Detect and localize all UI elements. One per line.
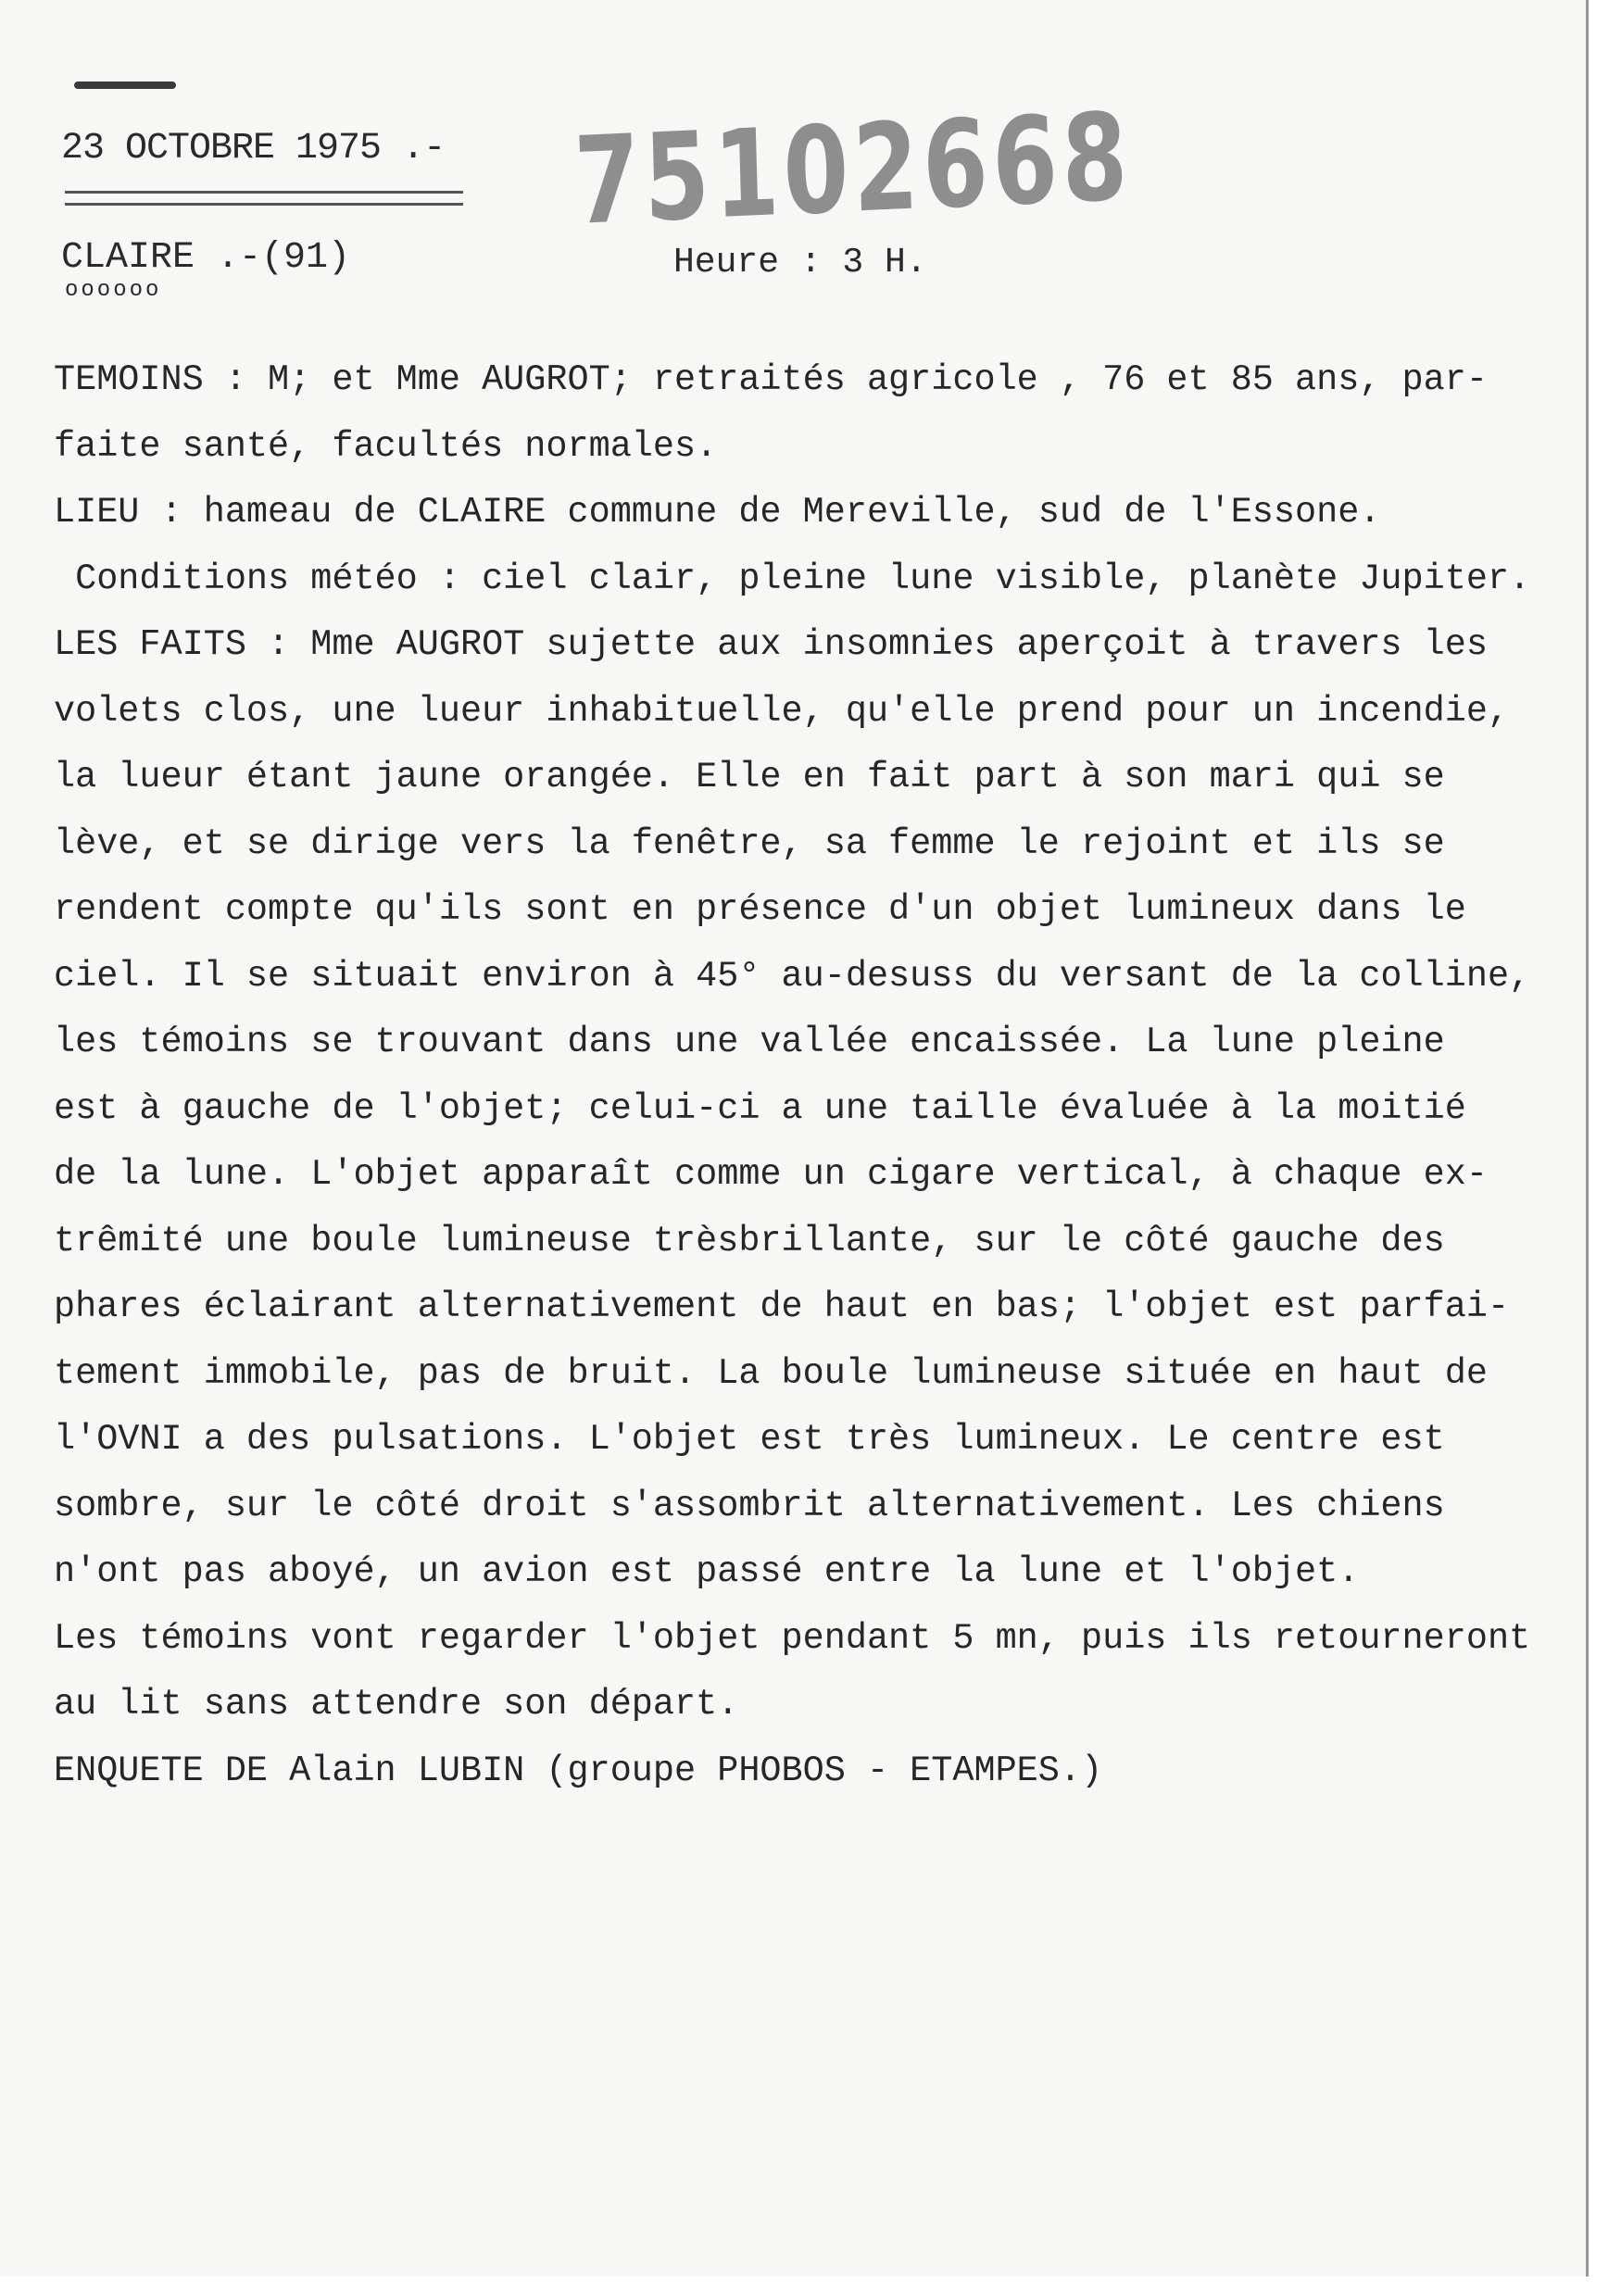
body-line: lève, et se dirige vers la fenêtre, sa femme le rejoint et ils se bbox=[54, 822, 1445, 864]
investigator-line: ENQUETE DE Alain LUBIN (groupe PHOBOS - ETAMPES.) bbox=[54, 1750, 1103, 1791]
reference-number-stamp: 75102668 bbox=[572, 86, 1134, 252]
body-line: au lit sans attendre son départ. bbox=[54, 1684, 739, 1725]
body-line: TEMOINS : M; et Mme AUGROT; retraités agricole , 76 et 85 ans, par- bbox=[54, 359, 1488, 400]
body-line: volets clos, une lueur inhabituelle, qu'elle prend pour un incendie, bbox=[54, 690, 1510, 732]
body-line: les témoins se trouvant dans une vallée encaissée. La lune pleine bbox=[54, 1022, 1445, 1062]
body-line: rendent compte qu'ils sont en présence d'un objet lumineux dans le bbox=[54, 889, 1466, 930]
body-line: Conditions météo : ciel clair, pleine lune visible, planète Jupiter. bbox=[54, 558, 1531, 599]
date-underline bbox=[65, 191, 463, 206]
body-line: LIEU : hameau de CLAIRE commune de Mereville, sud de l'Essone. bbox=[54, 492, 1381, 533]
location-heading: CLAIRE .-(91) bbox=[61, 237, 351, 279]
body-line: de la lune. L'objet apparaît comme un cigare vertical, à chaque ex- bbox=[54, 1154, 1488, 1195]
body-line: phares éclairant alternativement de haut en bas; l'objet est parfai- bbox=[54, 1286, 1510, 1327]
report-date: 23 OCTOBRE 1975 .- bbox=[61, 128, 446, 169]
body-line: sombre, sur le côté droit s'assombrit alternativement. Les chiens bbox=[54, 1485, 1445, 1526]
page-edge-right bbox=[1586, 0, 1621, 2296]
body-line: LES FAITS : Mme AUGROT sujette aux insomnies aperçoit à travers les bbox=[54, 624, 1488, 665]
body-line: trêmité une boule lumineuse trèsbrillante, sur le côté gauche des bbox=[54, 1220, 1445, 1261]
body-line: faite santé, facultés normales. bbox=[54, 425, 718, 467]
body-line: Les témoins vont regarder l'objet pendant 5 mn, puis ils retourneront bbox=[54, 1617, 1531, 1659]
body-line: l'OVNI a des pulsations. L'objet est très lumineux. Le centre est bbox=[54, 1419, 1445, 1460]
top-mark bbox=[74, 82, 176, 89]
body-line: la lueur étant jaune orangée. Elle en fait part à son mari qui se bbox=[54, 757, 1445, 797]
report-body bbox=[54, 347, 1573, 1804]
time-heading: Heure : 3 H. bbox=[673, 243, 927, 282]
body-line: ciel. Il se situait environ à 45° au-desuss du versant de la colline, bbox=[54, 955, 1531, 997]
body-line: n'ont pas aboyé, un avion est passé entre la lune et l'objet. bbox=[54, 1551, 1360, 1592]
location-underline: oooooo bbox=[65, 278, 162, 303]
body-line: est à gauche de l'objet; celui-ci a une taille évaluée à la moitié bbox=[54, 1087, 1466, 1129]
page-edge-bottom bbox=[0, 2277, 1621, 2296]
body-line: tement immobile, pas de bruit. La boule lumineuse située en haut de bbox=[54, 1352, 1488, 1394]
